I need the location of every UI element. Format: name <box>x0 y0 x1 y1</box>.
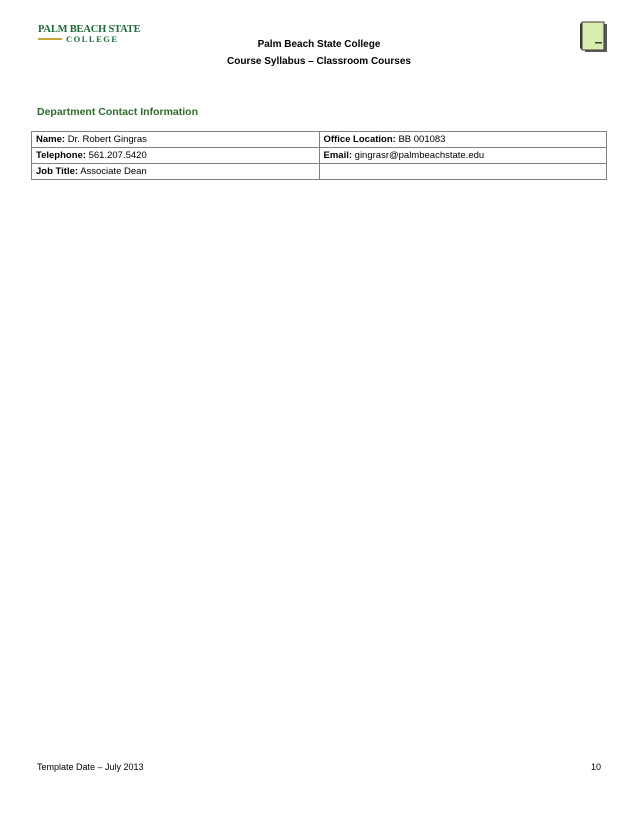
name-label: Name: <box>36 134 66 145</box>
phone-cell <box>32 148 320 164</box>
email-cell <box>319 148 607 164</box>
table-row <box>32 164 607 180</box>
job-title-label: Job Title: <box>36 166 79 177</box>
contact-table <box>31 131 607 180</box>
office-label: Office Location: <box>323 134 396 145</box>
footer-page-number: 10 <box>590 762 601 772</box>
job-title-value: Associate Dean <box>80 166 147 177</box>
table-row <box>32 132 607 148</box>
name-cell <box>32 132 320 148</box>
header-college-name: Palm Beach State College <box>257 39 381 50</box>
document-icon <box>579 20 609 54</box>
empty-cell <box>319 164 607 180</box>
header-syllabus-title: Course Syllabus – Classroom Courses <box>227 56 411 67</box>
footer-template-date: Template Date – July 2013 <box>37 762 144 772</box>
section-heading: Department Contact Information <box>37 106 199 118</box>
office-cell <box>319 132 607 148</box>
phone-label: Telephone: <box>36 150 86 161</box>
document-icon-graphic <box>579 20 609 54</box>
job-title-cell <box>32 164 320 180</box>
phone-value: 561.207.5420 <box>88 150 147 161</box>
logo-text-main: PALM BEACH STATE <box>38 24 141 35</box>
office-value: BB 001083 <box>398 134 446 145</box>
email-label: Email: <box>323 150 353 161</box>
table-row <box>32 148 607 164</box>
email-value: gingrasr@palmbeachstate.edu <box>354 150 485 161</box>
name-value: Dr. Robert Gingras <box>67 134 147 145</box>
logo-text-sub: COLLEGE <box>66 34 119 44</box>
document-header <box>0 36 638 70</box>
